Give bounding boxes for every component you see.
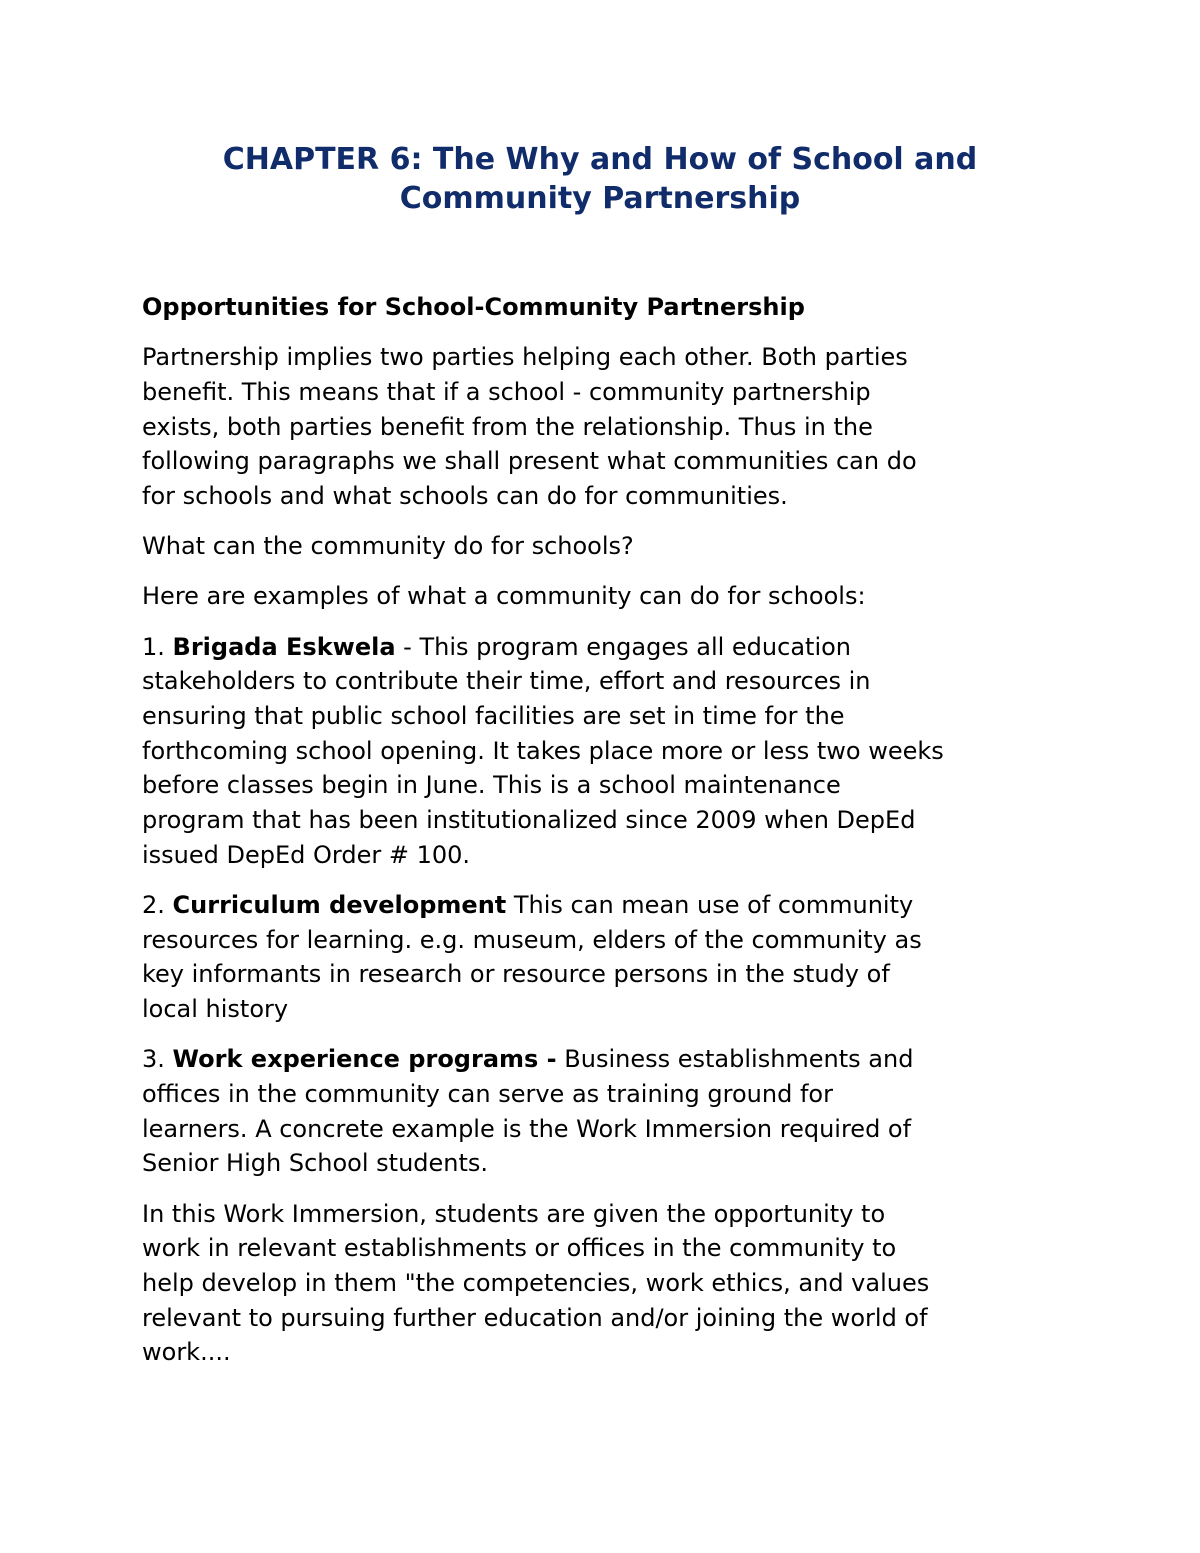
intro-line: benefit. This means that if a school - community partnership (142, 377, 871, 406)
list-item-line: offices in the community can serve as training ground for (142, 1080, 833, 1109)
immersion-paragraph (142, 1197, 1072, 1371)
list-item-number: 3. (142, 1045, 165, 1074)
list-item-line: resources for learning. e.g. museum, elders of the community as (142, 925, 922, 954)
list-item-first-line (142, 1042, 1072, 1077)
list-item-line: before classes begin in June. This is a school maintenance (142, 771, 841, 800)
immersion-line: help develop in them "the competencies, work ethics, and values (142, 1269, 930, 1298)
intro-line: exists, both parties benefit from the relationship. Thus in the (142, 412, 873, 441)
list-item-term: Work experience programs - (172, 1045, 557, 1074)
immersion-line: In this Work Immersion, students are given the opportunity to (142, 1199, 886, 1228)
examples-intro-text: Here are examples of what a community can do for schools: (142, 582, 866, 611)
chapter-title (100, 140, 1100, 218)
list-item-curriculum-development (142, 888, 1072, 1027)
list-item-line: learners. A concrete example is the Work Immersion required of (142, 1114, 912, 1143)
list-item-line: program that has been institutionalized since 2009 when DepEd (142, 806, 916, 835)
list-item-line: local history (142, 995, 289, 1024)
intro-paragraph (142, 340, 1072, 514)
intro-line: following paragraphs we shall present what communities can do (142, 447, 917, 476)
immersion-line: work in relevant establishments or offices in the community to (142, 1234, 897, 1263)
list-item-brigada-eskwela (142, 630, 1072, 873)
list-item-line: Business establishments and (556, 1045, 914, 1074)
intro-line: for schools and what schools can do for communities. (142, 482, 788, 511)
list-item-line: This can mean use of community (506, 891, 914, 920)
list-item-line: Senior High School students. (142, 1149, 489, 1178)
list-item-line: ensuring that public school facilities are set in time for the (142, 702, 845, 731)
chapter-title-line-1: CHAPTER 6: The Why and How of School and (222, 142, 978, 177)
question-paragraph (142, 529, 1072, 564)
list-item-number: 2. (142, 891, 165, 920)
list-item-first-line (142, 888, 1072, 923)
list-item-line: issued DepEd Order # 100. (142, 840, 471, 869)
question-text: What can the community do for schools? (142, 532, 634, 561)
list-item-work-experience-programs (142, 1042, 1072, 1181)
list-item-line: key informants in research or resource persons in the study of (142, 960, 890, 989)
list-item-first-line (142, 630, 1072, 665)
examples-intro-paragraph (142, 579, 1072, 614)
list-item-number: 1. (142, 632, 165, 661)
immersion-line: relevant to pursuing further education and/or joining the world of (142, 1303, 928, 1332)
list-item-term: Brigada Eskwela (172, 632, 396, 661)
intro-line: Partnership implies two parties helping each other. Both parties (142, 343, 908, 372)
section-heading: Opportunities for School-Community Partnership (142, 293, 805, 321)
immersion-line: work.... (142, 1338, 231, 1367)
list-item-line: - This program engages all education (395, 632, 852, 661)
list-item-line: forthcoming school opening. It takes place more or less two weeks (142, 736, 944, 765)
document-body (142, 290, 1072, 1386)
list-item-term: Curriculum development (172, 891, 507, 920)
chapter-title-line-2: Community Partnership (399, 181, 801, 216)
list-item-line: stakeholders to contribute their time, effort and resources in (142, 667, 871, 696)
